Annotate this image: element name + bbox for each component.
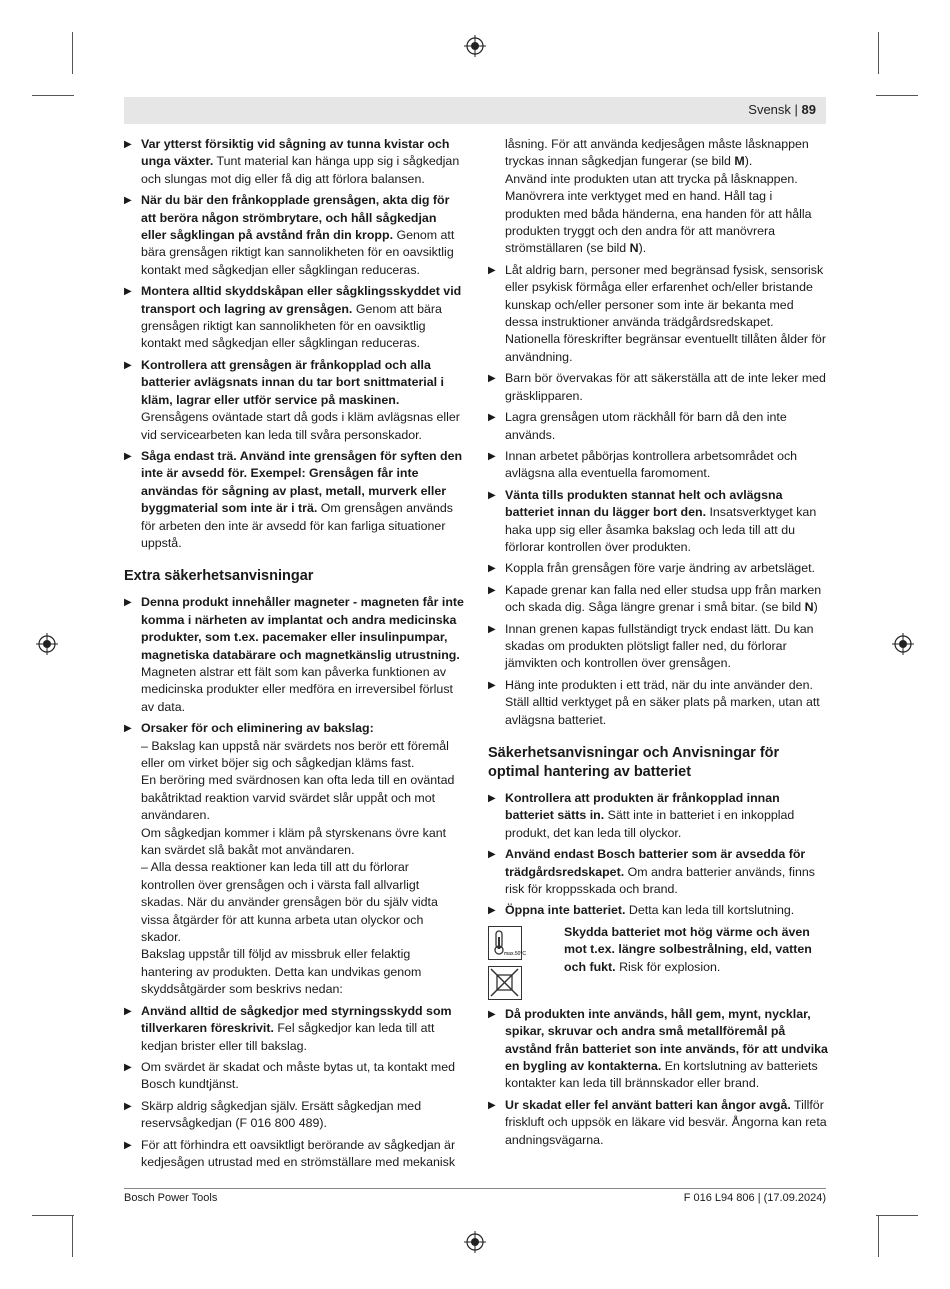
- list-item: ▶ För att förhindra ett oavsiktligt berörande av sågkedjan är kedjesågen utrustad med en strömställare med mekanisk: [124, 1137, 456, 1169]
- bullet-icon: ▶: [124, 195, 132, 207]
- left-column: [124, 136, 464, 1175]
- list-item: ▶ När du bär den frånkopplade grensågen, akta dig för att beröra någon strömbrytare, och håll sågkedjan eller sågklingan på avstånd från din kropp. Genom att bära grensågen riktigt kan sannolikheten för en oavsiktlig kontakt med sågkedjan eller sågklingan reduceras.: [124, 193, 455, 277]
- paragraph: Använd inte produkten utan att trycka på låsknappen. Manövrera inte verktyget med en hand. Håll tag i produkten med båda händerna, ena handen för att hålla produkten tryggt och den andra för att manövrera strömställaren (se bild N).: [505, 171, 812, 256]
- list-item: ▶ Vänta tills produkten stannat helt och avlägsna batteriet innan du lägger bort den. Insatsverktyget kan haka upp sig eller åsamka bakslag och leda till att du förlorar kontrollen över produkten.: [488, 487, 817, 554]
- bullet-icon: ▶: [488, 905, 496, 917]
- paragraph: låsning. För att använda kedjesågen måste låsknappen tryckas innan sågkedjan fungerar (se bild M).: [505, 137, 809, 169]
- bullet-icon: ▶: [488, 1008, 496, 1020]
- list-item: ▶ Var ytterst försiktig vid sågning av tunna kvistar och unga växter. Tunt material kan hänga upp sig i sågkedjan och slungas mot dig eller få dig att förlora balansen.: [124, 137, 460, 186]
- page-number: 89: [801, 102, 816, 117]
- registration-mark-icon: [464, 35, 486, 57]
- list-item: ▶ Öppna inte batteriet. Detta kan leda till kortslutning.: [488, 902, 828, 919]
- list-item: ▶ Då produkten inte används, håll gem, mynt, nycklar, spikar, skruvar och andra små metallföremål på avstånd från batteriet son inte används, för att undvika en bygling av kontakterna. En kortslutning av batteriets kontakter kan leda till brännskador eller brand.: [488, 1006, 828, 1091]
- list-item: ▶ Denna produkt innehåller magneter - magneten får inte komma i närheten av implantat och andra medicinska produkter, som t.ex. pacemaker eller insulinpumpar, magnetiska databärare och magnetkänslig utrustning. Magneten alstrar ett fält som kan påverka funktionen av medicinska produkter eller medföra en irreversibel förlust av data.: [124, 595, 464, 714]
- bullet-icon: ▶: [488, 412, 496, 424]
- bullet-icon: ▶: [488, 264, 496, 276]
- bullet-icon: ▶: [488, 679, 496, 691]
- list-item: ▶ Såga endast trä. Använd inte grensågen för syften den inte är avsedd för. Exempel: Grensågen får inte användas för sågning av plast, metall, murverk eller byggmaterial som inte är i trä. Om grensågen används för arbeten den inte är avsedd för kan farliga situationer uppstå.: [124, 448, 463, 550]
- list-item: ▶ Kontrollera att grensågen är frånkopplad och alla batterier avlägsnats innan du tar bort snittmaterial i kläm, lagrar eller utför service på maskinen. Grensågens oväntade start då gods i kläm avlägsnas eller vid servicearbeten kan leda till svåra personskador.: [124, 357, 460, 442]
- list-item: ▶ Innan grenen kapas fullständigt tryck endast lätt. Du kan skadas om produkten plötsligt faller ned, du förlorar jämvikten och kontrollen över grensågen.: [488, 621, 814, 671]
- crop-mark: [32, 95, 74, 96]
- bullet-icon: ▶: [488, 849, 496, 861]
- list-item: ▶ Häng inte produkten i ett träd, när du inte använder den. Ställ alltid verktyget på en säker plats på marken, utan att avlägsna batteriet.: [488, 677, 820, 727]
- list-item: ▶ Montera alltid skyddskåpan eller sågklingsskyddet vid transport och lagring av grensågen. Genom att bära grensågen riktigt kan sannolikheten för en oavsiktlig kontakt med sågkedjan eller sågklingan reduceras.: [124, 284, 462, 351]
- crop-mark: [878, 32, 879, 74]
- bullet-icon: ▶: [124, 1139, 132, 1151]
- footer-brand: Bosch Power Tools: [124, 1192, 218, 1204]
- bullet-icon: ▶: [488, 793, 496, 804]
- registration-mark-icon: [464, 1231, 486, 1253]
- footer-doc-number: F 016 L94 806 | (17.09.2024): [683, 1192, 826, 1204]
- max-temp-label: max.50°C: [504, 950, 527, 957]
- right-column: [488, 136, 828, 1153]
- battery-warning-block: [488, 924, 828, 1002]
- crop-mark: [876, 95, 918, 96]
- list-item: ▶ Använd alltid de sågkedjor med styrningsskydd som tillverkaren föreskrivit. Fel sågkedjor kan leda till att kedjan brister eller till bakslag.: [124, 1003, 452, 1053]
- list-item: ▶ Kontrollera att produkten är frånkopplad innan batteriet sätts in. Sätt inte in batteriet i en inkopplad produkt, det kan leda till olyckor.: [488, 791, 795, 840]
- crop-mark: [32, 1215, 74, 1216]
- list-item: ▶ Om svärdet är skadat och måste bytas ut, ta kontakt med Bosch kundtjänst.: [124, 1059, 456, 1092]
- section-heading: Säkerhetsanvisningar och Anvisningar för optimal hantering av batteriet: [488, 745, 780, 780]
- bullet-icon: ▶: [488, 563, 496, 575]
- list-item: ▶ Ur skadat eller fel använt batteri kan ångor avgå. Tillför friskluft och uppsök en läkare vid besvär. Ångorna kan reta andningsvägarna.: [488, 1097, 827, 1147]
- section-heading: Extra säkerhetsanvisningar: [124, 568, 314, 585]
- bullet-icon: ▶: [488, 623, 496, 635]
- bullet-icon: ▶: [124, 1061, 132, 1073]
- bullet-icon: ▶: [124, 286, 132, 298]
- list-item: ▶ Orsaker för och eliminering av bakslag: – Bakslag kan uppstå när svärdets nos berör ett föremål eller om virket böjer sig och sågkedjan kläms fast. En beröring med svärdnosen kan ofta leda till en oväntad bakåtriktad reaktion varvid svärdet slår uppåt och mot användaren. Om sågkedjan kommer i kläm på styrskenans övre kant kan svärdet slå bakåt mot användaren. – Alla dessa reaktioner kan leda till att du förlorar kontrollen över grensågen och i värsta fall allvarligt skadas. När du använder grensågen bör du själv vidta vissa åtgärder för att kunna arbeta utan olyckor och skador. Bakslag uppstår till följd av missbruk eller felaktig hantering av produkten. Detta kan undvikas genom skyddsåtgärder som beskrivs nedan:: [124, 721, 455, 997]
- list-item: ▶ Koppla från grensågen före varje ändring av arbetsläget.: [488, 560, 828, 577]
- bullet-icon: ▶: [124, 139, 132, 150]
- list-item: ▶ Kapade grenar kan falla ned eller studsa upp från marken och skada dig. Såga längre grenar i små bitar. (se bild N): [488, 582, 822, 615]
- bullet-icon: ▶: [488, 489, 496, 501]
- header-label: Svensk | 89: [748, 102, 816, 117]
- registration-mark-icon: [892, 633, 914, 655]
- list-item: ▶ Lagra grensågen utom räckhåll för barn då den inte används.: [488, 410, 787, 442]
- list-item: ▶ Barn bör övervakas för att säkerställa att de inte leker med gräsklipparen.: [488, 371, 826, 403]
- crop-mark: [72, 1215, 73, 1257]
- bullet-icon: ▶: [124, 450, 132, 462]
- bullet-icon: ▶: [124, 597, 132, 609]
- bullet-icon: ▶: [488, 450, 496, 462]
- bullet-icon: ▶: [124, 1100, 132, 1112]
- list-item: ▶ Använd endast Bosch batterier som är avsedda för trädgårdsredskapet. Om andra batterier används, finns risk för kroppsskada och brand.: [488, 847, 815, 897]
- bullet-icon: ▶: [124, 359, 132, 371]
- bullet-icon: ▶: [124, 1005, 132, 1017]
- icon-warning-text: Skydda batteriet mot hög värme och även mot t.ex. längre solbestrålning, eld, vatten och fukt. Risk för explosion.: [564, 924, 812, 974]
- crop-mark: [878, 1215, 879, 1257]
- footer-divider: [124, 1188, 826, 1189]
- bullet-icon: ▶: [488, 584, 496, 596]
- bullet-icon: ▶: [488, 373, 496, 385]
- crop-mark: [72, 32, 73, 74]
- bullet-icon: ▶: [124, 723, 132, 735]
- heat-warning-icon: [488, 926, 527, 960]
- list-item: ▶ Låt aldrig barn, personer med begränsad fysisk, sensorisk eller psykisk förmåga eller erfarenhet och/eller bristande kunskap och/eller personer som inte är bekanta med dessa instruktioner använda trädgårdsredskapet. Nationella föreskrifter begränsar eventuellt tillåten ålder för användning.: [488, 262, 826, 364]
- page-header: [124, 97, 826, 124]
- registration-mark-icon: [36, 633, 58, 655]
- list-item: ▶ Innan arbetet påbörjas kontrollera arbetsområdet och avlägsna alla eventuella faromoment.: [488, 448, 798, 481]
- list-item: ▶ Skärp aldrig sågkedjan själv. Ersätt sågkedjan med reservsågkedjan (F 016 800 489).: [124, 1098, 422, 1131]
- header-language: Svensk: [748, 102, 791, 117]
- no-water-icon: [488, 966, 522, 1000]
- crop-mark: [876, 1215, 918, 1216]
- bullet-icon: ▶: [488, 1099, 496, 1111]
